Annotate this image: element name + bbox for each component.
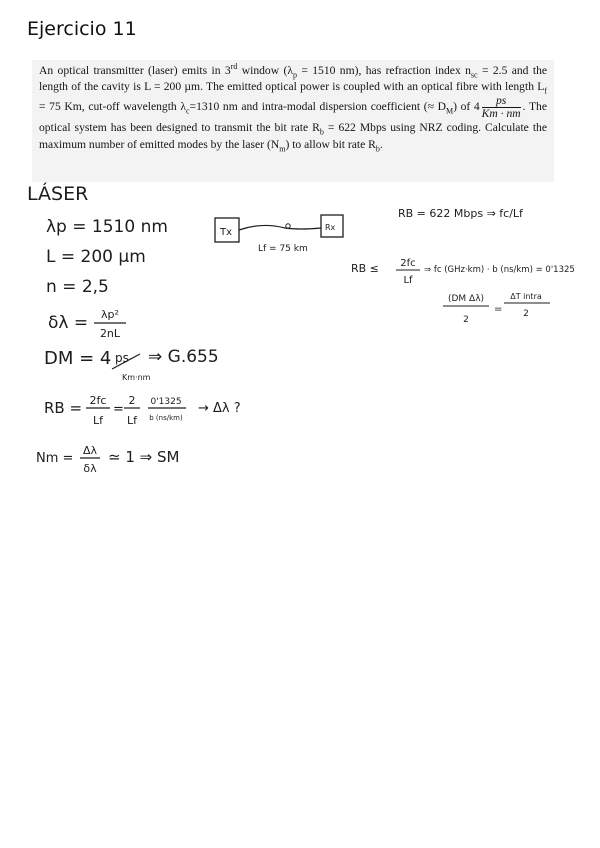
nm-lhs: Nm = bbox=[36, 451, 74, 466]
fiber-loop bbox=[286, 224, 290, 228]
fiber-length-note: Lf = 75 km bbox=[258, 244, 308, 254]
statement-text: An optical transmitter (laser) emits in 3rd window ($\lambda_p = 1510$ nm), has refraction index $n_{sc} = 2.5$ and the length of the cavity is L = 200 µm. The emitted optical power is coupled with an optical fibre with length $L_f = 75$ Km, cut-off wavelength $\lambda_c=1310$ nm and intra-modal dispersion coefficient (≈ $D_M$) of 4 $\frac{ps}{Km \cdot nm}$ . The optical system has been designed to transmit the bit rate $R_b = 622$ Mbps using NRZ coding. Calculate the maximum number of emitted modes by the laser $(N_m)$ to allow bit rate $R_b$. bbox=[39, 62, 548, 153]
rb-equals: = bbox=[113, 402, 124, 417]
tx-label: Tx bbox=[220, 227, 233, 238]
dispersion-units-fraction: $\frac{ps}{Km \cdot nm}$ bbox=[481, 94, 521, 121]
nm-result: ≃ 1 ⇒ SM bbox=[108, 448, 180, 466]
rb-arrow: → Δλ ? bbox=[198, 401, 241, 416]
rb-f1-den: Lf bbox=[92, 414, 104, 427]
rx-label: Rx bbox=[325, 223, 336, 232]
nm-num: Δλ bbox=[82, 444, 98, 457]
dmdl-den: 2 bbox=[463, 315, 469, 325]
rb-f1-num: 2fc bbox=[89, 394, 107, 407]
nm-den: δλ bbox=[83, 462, 97, 475]
rb-f2-num: 2 bbox=[128, 394, 136, 407]
lambda-p-note: λp = 1510 nm bbox=[46, 217, 168, 237]
delta-lambda-den: 2nL bbox=[99, 327, 121, 340]
bitrate-note: RB = 622 Mbps ⇒ fc/Lf bbox=[398, 207, 523, 220]
dm-lhs: DM = 4 bbox=[44, 348, 112, 369]
ineq-rhs: ⇒ fc (GHz·km) · b (ns/km) = 0'1325 bbox=[424, 265, 575, 275]
page-title: Ejercicio 11 bbox=[27, 18, 137, 40]
length-note: L = 200 μm bbox=[46, 247, 146, 267]
notes-heading: LÁSER bbox=[27, 183, 89, 205]
index-note: n = 2,5 bbox=[46, 277, 109, 297]
delta-lambda-lhs: δλ = bbox=[48, 313, 89, 333]
dm-den: Km·nm bbox=[122, 373, 151, 382]
delta-lambda-num: λp² bbox=[101, 308, 119, 321]
ineq-num: 2fc bbox=[400, 258, 416, 269]
rb-f2-den: Lf bbox=[126, 414, 138, 427]
dmdl-num: (DM Δλ) bbox=[447, 294, 485, 304]
dt-num: ΔT intra bbox=[510, 292, 542, 301]
rb-lhs: RB = bbox=[44, 399, 83, 417]
ineq-lhs: RB ≤ bbox=[351, 262, 379, 275]
dm-fiber-type: ⇒ G.655 bbox=[148, 347, 219, 367]
dt-equals: = bbox=[494, 304, 503, 315]
rb-f3-den: b (ns/km) bbox=[149, 414, 183, 422]
ineq-den: Lf bbox=[403, 275, 413, 286]
dm-num: ps bbox=[115, 351, 129, 365]
dt-den: 2 bbox=[523, 309, 529, 319]
rb-f3-num: 0'1325 bbox=[150, 397, 182, 407]
fiber-line bbox=[239, 225, 321, 230]
